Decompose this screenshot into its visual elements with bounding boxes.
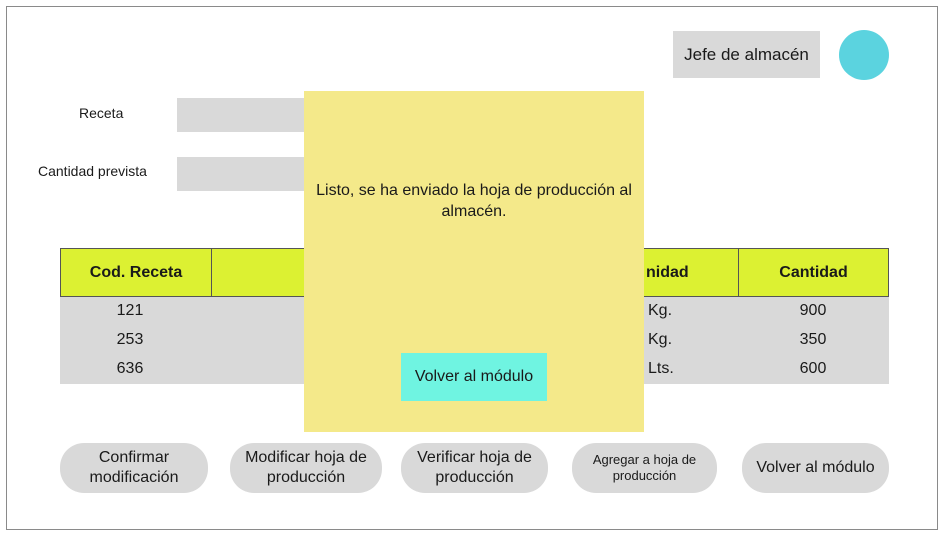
modal-back-label: Volver al módulo (414, 368, 534, 385)
modal-message: Listo, se ha enviado la hoja de producción al almacén. (316, 182, 632, 220)
back-to-module-button[interactable] (742, 443, 889, 493)
add-to-sheet-label: Agregar a hoja de producción (592, 451, 697, 483)
row-2-unit: Kg. (648, 331, 673, 348)
verify-sheet-button[interactable] (401, 443, 548, 493)
header-code: Cod. Receta (61, 249, 212, 296)
user-role-badge[interactable] (673, 31, 820, 78)
row-3-code: 636 (116, 360, 144, 377)
confirm-modification-label: Confirmar modificación (89, 449, 179, 486)
confirm-modification-button[interactable] (60, 443, 208, 493)
user-role-label: Jefe de almacén (684, 44, 809, 64)
confirmation-modal (304, 91, 644, 432)
back-to-module-label: Volver al módulo (756, 459, 875, 476)
recipe-label: Receta (79, 105, 124, 121)
modify-sheet-button[interactable] (230, 443, 382, 493)
quantity-input[interactable] (177, 157, 317, 191)
add-to-sheet-button[interactable] (572, 443, 717, 493)
header-unit: nidad (646, 263, 689, 281)
row-1-code: 121 (116, 302, 144, 319)
verify-sheet-label: Verificar hoja de producción (417, 449, 532, 486)
row-1-quantity: 900 (799, 302, 827, 319)
row-2-code: 253 (116, 331, 144, 348)
row-1-unit: Kg. (648, 302, 673, 319)
recipe-input[interactable] (177, 98, 317, 132)
row-3-unit: Lts. (648, 360, 674, 377)
header-quantity: Cantidad (738, 249, 888, 296)
modify-sheet-label: Modificar hoja de producción (245, 449, 367, 486)
modal-back-button[interactable] (401, 353, 547, 401)
row-2-quantity: 350 (799, 331, 827, 348)
row-3-quantity: 600 (799, 360, 827, 377)
quantity-label: Cantidad prevista (38, 163, 147, 179)
avatar[interactable] (839, 30, 889, 80)
